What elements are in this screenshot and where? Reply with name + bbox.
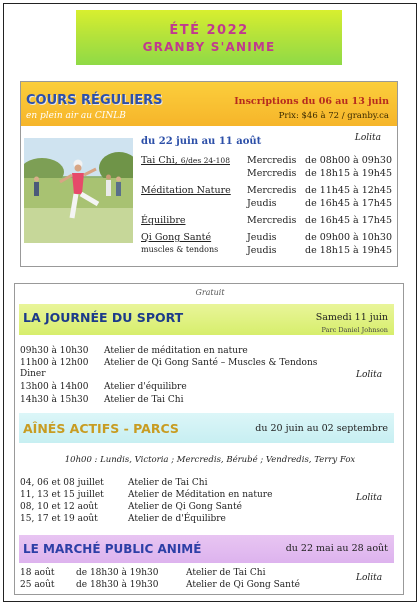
cours-reguliers-header [21,82,397,126]
tai-chi-photo-illustration [24,138,133,243]
instructor-name: Lolita [356,370,383,380]
aines-actifs-note: 10h00 : Lundis, Victoria ; Mercredis, Bérubé ; Vendredis, Terry Fox [64,455,356,465]
journee-sport-title: LA JOURNÉE DU SPORT [23,310,184,325]
cours-reguliers-subtitle: en plein air au CINLB [26,111,126,121]
list-item: 11, 13 et 15 juillet [20,490,104,500]
aines-actifs-date: du 20 juin au 02 septembre [255,423,388,434]
list-item: Atelier de Qi Gong Santé [186,580,300,590]
list-item: 04, 06 et 08 juillet [20,478,104,488]
list-item: Atelier de d'Équilibre [128,514,226,524]
aines-actifs-title: AÎNÉS ACTIFS - PARCS [23,421,179,436]
journee-sport-header [19,304,394,335]
marche-public-title: LE MARCHÉ PUBLIC ANIMÉ [23,542,202,556]
activity-name: Équilibre [141,215,186,226]
list-item: Atelier de méditation en nature [104,346,248,356]
list-item: Atelier de Méditation en nature [128,490,273,500]
title-banner [76,10,342,65]
cours-reguliers-title: COURS RÉGULIERS [26,93,163,108]
list-item: de 18h30 à 19h30 [76,568,159,578]
marche-public-header [19,535,394,563]
journee-sport-place: Parc Daniel Johnson [321,326,388,334]
list-item: 14h30 à 15h30 [20,395,89,405]
gratuit-label: Gratuit [195,288,225,297]
cours-dates: du 22 juin au 11 août [141,136,262,147]
list-item: 25 août [20,580,55,590]
banner-subtitle: GRANBY S'ANIME [142,40,276,54]
list-item: Atelier de Qi Gong Santé [128,502,242,512]
list-item: Atelier de Tai Chi [104,395,184,405]
list-item: 08, 10 et 12 août [20,502,98,512]
list-item: 18 août [20,568,55,578]
banner-title: ÉTÉ 2022 [169,23,249,38]
list-item: Atelier de Tai Chi [128,478,208,488]
list-item: 09h30 à 10h30 [20,346,89,356]
instructor-name: Lolita [356,493,383,503]
list-item: Diner [20,369,46,379]
list-item: Atelier de Qi Gong Santé – Muscles & Tendons [104,358,318,368]
journee-sport-date: Samedi 11 juin [315,312,388,323]
list-item: 11h00 à 12h00 [20,358,89,368]
activity-name: Méditation Nature [141,185,231,196]
list-item: de 18h30 à 19h30 [76,580,159,590]
instructor-name: Lolita [356,573,383,583]
activity-name: Tai Chi, 6/des 24-108 [141,155,230,166]
activity-name: Qi Gong Santé [141,232,212,243]
list-item: 13h00 à 14h00 [20,382,89,392]
tai-chi-photo [24,138,133,243]
activity-name: muscles & tendons [141,245,219,254]
marche-public-date: du 22 mai au 28 août [285,543,388,554]
list-item: 15, 17 et 19 août [20,514,98,524]
list-item: Atelier d'équilibre [104,382,187,392]
inscriptions-dates: Inscriptions du 06 au 13 juin [234,96,389,107]
price-info: Prix: $46 à 72 / granby.ca [278,111,389,121]
list-item: Atelier de Tai Chi [186,568,266,578]
cours-reguliers-section: COURS RÉGULIERS en plein air au CINLB Inscriptions du 06 au 13 juin Prix: $46 à 72 / granby.ca du 22 juin au 11 août Lolita Tai Chi, 6/des 24-108 Mercredis de 08h00 à 09h30 Mercredis de 18h15 à 19h45 Méditation Nature Mercredis de 11h45 à 12h45 Jeudis de 16h45 à 17h45 Équilibre Mercredis de 16h45 à 17h45 Qi Gong Santé Jeudis de 09h00 à 10h30 muscles & tendons Jeudis de 18h15 à 19h45 [20,81,398,267]
instructor-name: Lolita [354,133,381,143]
aines-actifs-header [19,413,394,443]
